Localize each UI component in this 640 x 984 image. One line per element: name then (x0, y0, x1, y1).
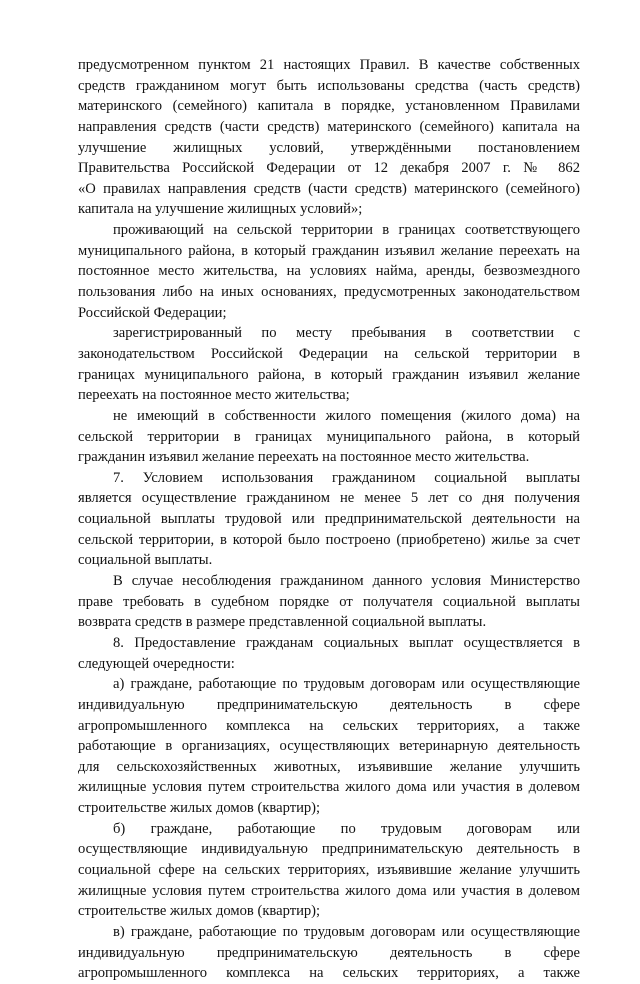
text-line: социальной выплаты. (78, 552, 213, 569)
text-line: муниципального района, в который гражданин изъявил желание переехать на (78, 242, 580, 259)
text-line: границах муниципального района, в который гражданин изъявил желание (78, 366, 580, 383)
text-line: в) граждане, работающие по трудовым договорам или осуществляющие (113, 923, 580, 940)
text-line: улучшение жилищных условий, утверждёнными постановлением (78, 139, 580, 156)
text-line: капитала на улучшение жилищных условий»; (78, 201, 363, 218)
text-line: является осуществление гражданином не менее 5 лет со дня получения (78, 490, 580, 507)
paragraph (78, 468, 580, 571)
text-line: переехать на постоянное место жительства; (78, 387, 350, 404)
text-line: социальной сфере на сельских территориях, изъявившие желание улучшить (78, 861, 580, 878)
text-line: «О правилах направления средств (части средств) материнского (семейного) (78, 180, 580, 197)
text-line: Российской Федерации; (78, 304, 227, 321)
text-line: строительстве жилых домов (квартир); (78, 903, 321, 920)
paragraph (78, 220, 580, 323)
text-line: Правительства Российской Федерации от 12 декабря 2007 г. № 862 (78, 160, 580, 177)
text-line: праве требовать в судебном порядке от получателя социальной выплаты (78, 593, 580, 610)
text-line: жилищные условия путем строительства жилого дома или участия в долевом (78, 882, 580, 899)
text-line: 8. Предоставление гражданам социальных выплат осуществляется в (113, 634, 580, 651)
text-line: сельской территории в границах муниципального района, в который (78, 428, 580, 445)
text-line: сельской территории, в которой было построено (приобретено) жилье за счет (78, 531, 580, 548)
document-page (78, 55, 580, 984)
text-line: б) граждане, работающие по трудовым договорам или (113, 820, 580, 837)
text-line: социальной выплаты трудовой или предпринимательской деятельности на (78, 511, 580, 528)
paragraph (78, 55, 580, 220)
text-line: законодательством Российской Федерации на сельской территории в (78, 345, 580, 362)
text-line: постоянное место жительства, на условиях найма, аренды, безвозмездного (78, 263, 580, 280)
text-line: средств гражданином могут быть использованы средства (часть средств) (78, 77, 580, 94)
text-line: направления средств (части средств) материнского (семейного) капитала на (78, 118, 580, 135)
paragraph (78, 633, 580, 674)
text-line: проживающий на сельской территории в границах соответствующего (113, 222, 580, 239)
text-line: возврата средств в размере представленной социальной выплаты. (78, 614, 487, 631)
text-line: а) граждане, работающие по трудовым договорам или осуществляющие (113, 676, 580, 693)
text-line: строительстве жилых домов (квартир); (78, 800, 321, 817)
paragraph (78, 571, 580, 633)
text-line: не имеющий в собственности жилого помещения (жилого дома) на (113, 407, 580, 424)
text-line: индивидуальную предпринимательскую деятельность в сфере (78, 696, 580, 713)
text-line: агропромышленного комплекса на сельских территориях, а также (78, 965, 580, 982)
text-line: работающие в организациях, осуществляющих ветеринарную деятельность (78, 738, 580, 755)
text-line: гражданин изъявил желание переехать на постоянное место жительства. (78, 449, 530, 466)
text-line: для сельскохозяйственных животных, изъявившие желание улучшить (78, 758, 580, 775)
text-line: следующей очередности: (78, 655, 235, 672)
text-line: предусмотренном пунктом 21 настоящих Правил. В качестве собственных (78, 57, 580, 73)
paragraph (78, 922, 580, 984)
text-line: зарегистрированный по месту пребывания в соответствии с (113, 325, 580, 342)
text-line: жилищные условия путем строительства жилого дома или участия в долевом (78, 779, 580, 796)
text-line: осуществляющие индивидуальную предпринимательскую деятельность в (78, 841, 580, 858)
text-line: материнского (семейного) капитала в порядке, установленном Правилами (78, 98, 580, 115)
text-line: В случае несоблюдения гражданином данного условия Министерство (113, 573, 580, 590)
paragraph (78, 674, 580, 818)
text-line: 7. Условием использования гражданином социальной выплаты (113, 469, 580, 486)
text-line: агропромышленного комплекса на сельских территориях, а также (78, 717, 580, 734)
paragraph (78, 323, 580, 406)
text-line: пользования либо на иных основаниях, предусмотренных законодательством (78, 284, 580, 301)
paragraph (78, 819, 580, 922)
paragraph (78, 406, 580, 468)
text-line: индивидуальную предпринимательскую деятельность в сфере (78, 944, 580, 961)
